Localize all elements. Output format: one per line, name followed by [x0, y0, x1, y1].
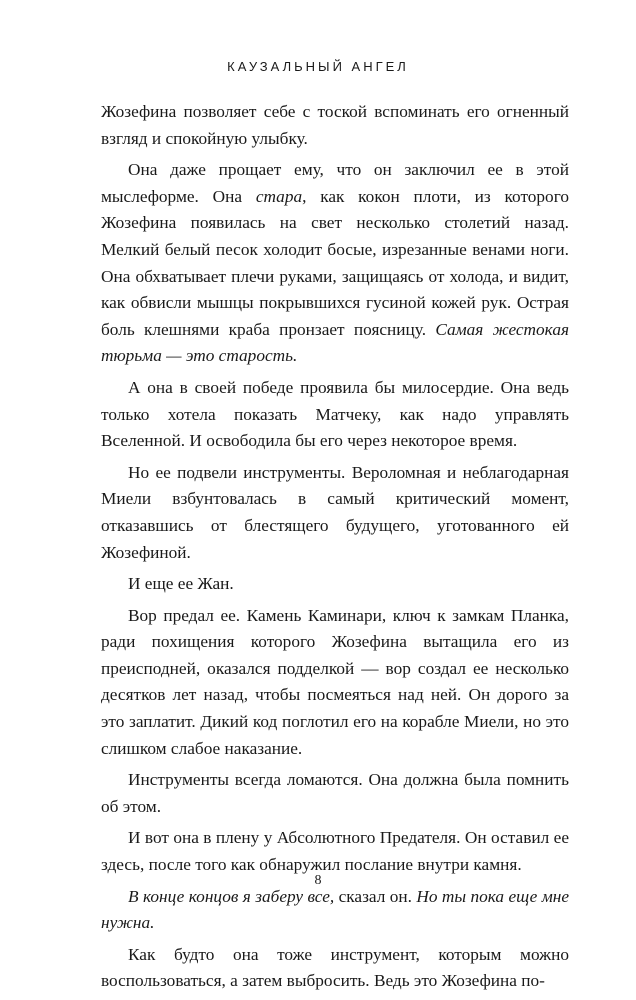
text-run: А она в своей победе проявила бы милосердие. Она ведь только хотела показать Матчеку, как надо управлять Вселенной. И освободила бы его через некоторое время.: [101, 377, 569, 451]
text-run: И еще ее Жан.: [128, 574, 234, 594]
page-number: 8: [314, 873, 322, 888]
paragraph: [101, 884, 569, 937]
running-head: КАУЗАЛЬНЫЙ АНГЕЛ: [227, 59, 409, 74]
paragraph: [101, 571, 569, 598]
italic-text: стара: [255, 186, 303, 206]
paragraph: [101, 99, 569, 152]
paragraph: [101, 767, 569, 820]
paragraph: [101, 460, 569, 566]
paragraph: [101, 157, 569, 370]
italic-text: Но ты пока еще мне нужна.: [101, 886, 569, 933]
italic-text: В конце концов я заберу все,: [128, 886, 335, 906]
text-run: Вор предал ее. Камень Каминари, ключ к замкам Планка, ради похищения которого Жозефина вытащила его из преисподней, оказался подделкой — вор создал ее несколько десятков лет назад, чтобы посмеяться над ней. Он дорого за это заплатит. Дикий код поглотил его на корабле Миели, но это слишком слабое наказание.: [101, 605, 569, 758]
text-run: Она даже прощает ему, что он заключил ее в этой мыслеформе. Она: [101, 160, 569, 206]
body-text: [101, 99, 569, 1000]
text-run: И вот она в плену у Абсолютного Предателя. Он оставил ее здесь, после того как обнаружил послание внутри камня.: [101, 828, 569, 875]
paragraph: [101, 603, 569, 763]
text-run: Жозефина позволяет себе с тоской вспоминать его огненный взгляд и спокойную улыбку.: [101, 102, 569, 148]
paragraph: [101, 942, 569, 995]
paragraph: [101, 375, 569, 455]
text-run: Инструменты всегда ломаются. Она должна была помнить об этом.: [101, 770, 569, 816]
text-run: Но ее подвели инструменты. Вероломная и неблагодарная Миели взбунтовалась в самый критический момент, отказавшись от блестящего будущего, уготованного ей Жозефиной.: [101, 462, 569, 562]
italic-text: Самая жестокая тюрьма — это старость.: [101, 319, 570, 366]
paragraph: [101, 825, 569, 878]
text-run: , как кокон плоти, из которого Жозефина появилась на свет несколько столетий назад. Мелкий белый песок холодит босые, изрезанные венами ноги. Она обхватывает плечи руками, защищаясь от холода, и видит, как обвисли мышцы покрывшихся гусиной кожей рук. Острая боль клешнями краба пронзает поясницу.: [101, 186, 569, 339]
text-run: Как будто она тоже инструмент, которым можно воспользоваться, а затем выбросить. Ведь это Жозефина по-: [101, 944, 569, 991]
text-run: сказал он.: [334, 886, 417, 906]
